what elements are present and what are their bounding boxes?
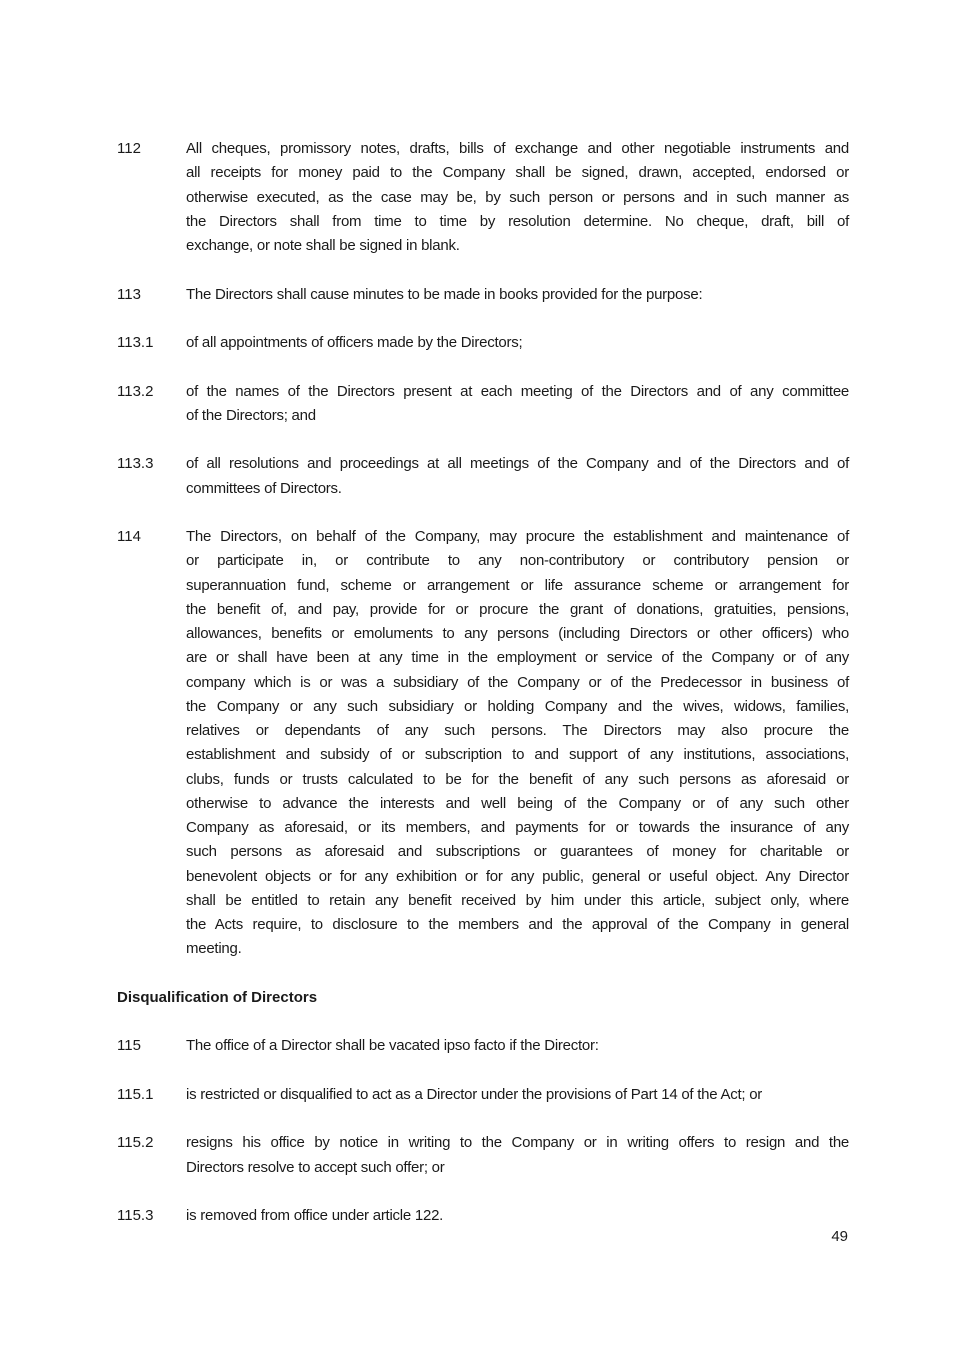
article-paragraph xyxy=(117,380,849,429)
text-line: Directors resolve to accept such offer; or xyxy=(186,1158,445,1176)
text-line: The Directors, on behalf of the Company, may procure the establishment and maintenance of xyxy=(186,528,849,545)
text-line: company which is or was a subsidiary of the Company or of the Predecessor in business of xyxy=(186,673,849,691)
article-paragraph xyxy=(117,452,849,501)
text-line: otherwise to advance the interests and well being of the Company or of any such other xyxy=(186,794,849,812)
text-line: of the names of the Directors present at each meeting of the Directors and of any committee xyxy=(186,382,849,400)
article-paragraph xyxy=(117,137,849,258)
article-number: 113.1 xyxy=(117,334,154,351)
text-line: the Directors shall from time to time by resolution determine. No cheque, draft, bill of xyxy=(186,212,849,230)
article-text xyxy=(186,1083,849,1107)
article-number: 113.2 xyxy=(117,382,154,400)
text-line: establishment and subsidy of or subscription to and support of any institutions, associations, xyxy=(186,746,849,764)
article-number: 113.3 xyxy=(117,455,154,473)
article-text xyxy=(186,1131,849,1180)
text-line: The office of a Director shall be vacated ipso facto if the Director: xyxy=(186,1037,599,1055)
article-number: 115 xyxy=(117,1037,141,1055)
article-number: 114 xyxy=(117,528,141,545)
text-line: the benefit of, and pay, provide for or procure the grant of donations, gratuities, pensions, xyxy=(186,600,849,618)
text-line: are or shall have been at any time in the employment or service of the Company or of any xyxy=(186,649,849,667)
article-number: 115.1 xyxy=(117,1085,154,1103)
text-line: committees of Directors. xyxy=(186,479,342,497)
article-number: 115.3 xyxy=(117,1207,154,1224)
text-line: resigns his office by notice in writing to the Company or in writing offers to resign and the xyxy=(186,1134,849,1152)
article-text xyxy=(186,331,849,355)
section-heading: Disqualification of Directors xyxy=(117,988,318,1006)
article-paragraph xyxy=(117,525,849,962)
text-line: the Acts require, to disclosure to the members and the approval of the Company in general xyxy=(186,916,849,933)
text-line: of all resolutions and proceedings at all meetings of the Company and of the Directors and of xyxy=(186,455,849,473)
text-line: superannuation fund, scheme or arrangement or life assurance scheme or arrangement for xyxy=(186,576,849,594)
text-line: of the Directors; and xyxy=(186,406,316,424)
text-line: exchange, or note shall be signed in blank. xyxy=(186,237,460,254)
article-text xyxy=(186,380,849,429)
text-line: shall be entitled to retain any benefit received by him under this article, subject only, where xyxy=(186,891,849,909)
article-text xyxy=(186,1034,849,1058)
article-paragraph xyxy=(117,331,849,355)
text-line: is restricted or disqualified to act as a Director under the provisions of Part 14 of the Act; or xyxy=(186,1085,763,1103)
article-number: 115.2 xyxy=(117,1134,154,1152)
text-line: relatives or dependants of any such persons. The Directors may also procure the xyxy=(186,722,849,739)
text-line: The Directors shall cause minutes to be made in books provided for the purpose: xyxy=(186,285,703,303)
text-line: Company as aforesaid, or its members, and payments for or towards the insurance of any xyxy=(186,819,849,836)
article-text xyxy=(186,137,849,258)
text-line: otherwise executed, as the case may be, by such person or persons and in such manner as xyxy=(186,188,849,206)
text-line: of all appointments of officers made by the Directors; xyxy=(186,334,523,351)
article-paragraph xyxy=(117,1204,849,1228)
article-text xyxy=(186,452,849,501)
article-text xyxy=(186,525,849,962)
text-line: benevolent objects or for any exhibition or for any public, general or useful object. Any Director xyxy=(186,867,849,885)
text-line: or participate in, or contribute to any non-contributory or contributory pension or xyxy=(186,552,849,570)
text-line: clubs, funds or trusts calculated to be for the benefit of any such persons as aforesaid or xyxy=(186,770,849,788)
article-number: 112 xyxy=(117,140,141,157)
article-number: 113 xyxy=(117,285,141,303)
text-line: all receipts for money paid to the Company shall be signed, drawn, accepted, endorsed or xyxy=(186,164,849,182)
document-body xyxy=(117,137,849,1253)
text-line: meeting. xyxy=(186,940,242,958)
page-number: 49 xyxy=(831,1228,848,1245)
text-line: All cheques, promissory notes, drafts, bills of exchange and other negotiable instruments and xyxy=(186,140,849,157)
text-line: the Company or any such subsidiary or holding Company and the wives, widows, families, xyxy=(186,697,849,715)
text-line: is removed from office under article 122. xyxy=(186,1207,444,1224)
article-text xyxy=(186,1204,849,1228)
article-paragraph xyxy=(117,1083,849,1107)
article-text xyxy=(186,283,849,307)
text-line: such persons as aforesaid and subscriptions or guarantees of money for charitable or xyxy=(186,843,849,861)
article-paragraph xyxy=(117,1034,849,1058)
article-paragraph xyxy=(117,283,849,307)
article-paragraph xyxy=(117,1131,849,1180)
text-line: allowances, benefits or emoluments to any persons (including Directors or other officers) who xyxy=(186,625,849,642)
